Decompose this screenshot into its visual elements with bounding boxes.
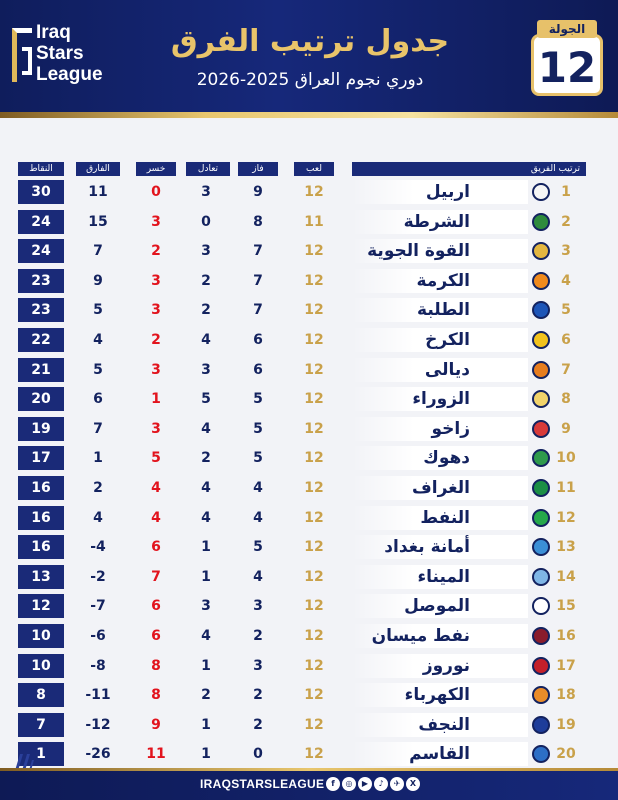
team-cell	[352, 180, 528, 204]
team-cell	[352, 387, 528, 411]
diff-cell: 2	[93, 480, 103, 496]
table-row	[0, 180, 618, 208]
team-name: ديالى	[424, 359, 470, 380]
team-badge-icon	[532, 597, 550, 615]
table-row	[0, 269, 618, 297]
diff-cell: 7	[93, 420, 103, 437]
played-cell: 12	[304, 539, 324, 556]
team-badge-icon	[532, 301, 550, 319]
diff-cell: -4	[90, 539, 106, 556]
lost-cell: 3	[151, 420, 161, 437]
x-icon[interactable]: X	[406, 777, 420, 791]
diff-cell: 4	[93, 332, 103, 348]
table-row	[0, 446, 618, 474]
rank-cell: 3	[561, 243, 571, 260]
points-cell: 13	[18, 565, 64, 589]
team-cell	[352, 269, 528, 293]
rank-cell: 5	[561, 302, 571, 319]
played-cell: 12	[304, 450, 324, 467]
played-cell: 12	[304, 746, 324, 763]
drawn-cell: 2	[201, 450, 211, 467]
lost-cell: 2	[151, 332, 161, 348]
lost-cell: 6	[151, 598, 161, 615]
drawn-cell: 4	[201, 628, 211, 644]
table-row	[0, 654, 618, 682]
diff-cell: 11	[88, 184, 108, 200]
won-cell: 2	[253, 716, 263, 733]
played-cell: 12	[304, 361, 324, 378]
diff-cell: -6	[90, 628, 106, 644]
team-name: الكرمة	[416, 270, 470, 291]
won-cell: 2	[253, 687, 263, 704]
team-name: الكرخ	[425, 330, 470, 350]
team-name: النجف	[418, 714, 470, 735]
team-name: اربيل	[425, 182, 470, 202]
team-cell	[352, 476, 528, 500]
drawn-cell: 3	[201, 184, 211, 200]
drawn-cell: 1	[201, 568, 211, 585]
lost-cell: 6	[151, 539, 161, 556]
team-cell	[352, 654, 528, 678]
lost-cell: 3	[151, 272, 161, 289]
points-cell: 24	[18, 239, 64, 263]
played-cell: 12	[304, 687, 324, 704]
drawn-cell: 5	[201, 391, 211, 408]
team-badge-icon	[532, 213, 550, 231]
team-name: الطلبة	[417, 300, 470, 321]
round-label: الجولة	[537, 20, 597, 38]
team-cell	[352, 239, 528, 263]
team-badge-icon	[532, 390, 550, 408]
table-row	[0, 328, 618, 356]
points-cell: 22	[18, 328, 64, 352]
team-name: الموصل	[404, 596, 470, 617]
played-cell: 12	[304, 480, 324, 496]
won-cell: 6	[253, 361, 263, 378]
points-cell: 21	[18, 358, 64, 382]
won-cell: 4	[253, 480, 263, 496]
diff-cell: -7	[90, 598, 106, 615]
team-cell	[352, 535, 528, 559]
lost-cell: 3	[151, 361, 161, 378]
rank-cell: 14	[556, 568, 576, 585]
lost-cell: 8	[151, 657, 161, 674]
rank-cell: 8	[561, 391, 571, 408]
header-banner	[0, 0, 618, 118]
won-cell: 5	[253, 539, 263, 556]
rank-cell: 19	[556, 716, 576, 733]
drawn-cell: 4	[201, 420, 211, 437]
team-name: النفط	[420, 507, 470, 528]
diff-cell: 6	[93, 391, 103, 408]
won-cell: 7	[253, 272, 263, 289]
drawn-cell: 1	[201, 539, 211, 556]
team-name: زاخو	[431, 418, 470, 439]
team-badge-icon	[532, 272, 550, 290]
col-diff: الفارق	[76, 162, 120, 176]
drawn-cell: 4	[201, 509, 211, 526]
played-cell: 12	[304, 302, 324, 319]
diff-cell: -2	[90, 568, 106, 585]
team-name: الكهرباء	[404, 685, 470, 706]
points-cell: 16	[18, 476, 64, 500]
team-cell	[352, 594, 528, 618]
points-cell: 10	[18, 654, 64, 678]
diff-cell: 9	[93, 272, 103, 289]
lost-cell: 1	[151, 391, 161, 408]
team-cell	[352, 565, 528, 589]
team-cell	[352, 328, 528, 352]
played-cell: 12	[304, 568, 324, 585]
team-badge-icon	[532, 479, 550, 497]
team-cell	[352, 624, 528, 648]
rank-cell: 13	[556, 539, 576, 556]
table-row	[0, 713, 618, 741]
drawn-cell: 3	[201, 361, 211, 378]
col-points: النقاط	[18, 162, 64, 176]
drawn-cell: 1	[201, 716, 211, 733]
lost-cell: 0	[151, 184, 161, 200]
diff-cell: -11	[85, 687, 111, 704]
lost-cell: 3	[151, 213, 161, 230]
league-logo-mark-icon	[12, 28, 32, 82]
rank-cell: 2	[561, 213, 571, 230]
points-cell: 30	[18, 180, 64, 204]
rank-cell: 20	[556, 746, 576, 763]
rank-cell: 11	[556, 480, 576, 496]
team-cell	[352, 358, 528, 382]
youtube-icon[interactable]: ▶	[358, 777, 372, 791]
table-row	[0, 594, 618, 622]
team-cell	[352, 210, 528, 234]
rank-cell: 4	[561, 272, 571, 289]
lost-cell: 9	[151, 716, 161, 733]
table-row	[0, 417, 618, 445]
diff-cell: -12	[85, 716, 111, 733]
team-badge-icon	[532, 509, 550, 527]
instagram-icon[interactable]: ◎	[342, 777, 356, 791]
points-cell: 17	[18, 446, 64, 470]
rank-cell: 6	[561, 332, 571, 348]
social-handle[interactable]: IRAQSTARSLEAGUE	[200, 777, 325, 791]
won-cell: 6	[253, 332, 263, 348]
played-cell: 12	[304, 332, 324, 348]
won-cell: 3	[253, 598, 263, 615]
logo-line-2: Stars	[36, 43, 84, 64]
won-cell: 9	[253, 184, 263, 200]
team-cell	[352, 446, 528, 470]
team-name: الشرطة	[403, 211, 470, 232]
page-subtitle: دوري نجوم العراق 2025-2026	[196, 70, 424, 90]
col-lost: خسر	[136, 162, 176, 176]
team-badge-icon	[532, 242, 550, 260]
table-row	[0, 387, 618, 415]
col-rank-team: ترتيب الفريق	[352, 162, 586, 176]
team-badge-icon	[532, 361, 550, 379]
table-row	[0, 506, 618, 534]
rank-cell: 12	[556, 509, 576, 526]
drawn-cell: 3	[201, 243, 211, 260]
page-title: جدول ترتيب الفرق	[170, 24, 450, 59]
team-cell	[352, 298, 528, 322]
table-row	[0, 565, 618, 593]
team-badge-icon	[532, 331, 550, 349]
table-row	[0, 476, 618, 504]
team-name: الزوراء	[412, 389, 470, 410]
played-cell: 12	[304, 420, 324, 437]
lost-cell: 2	[151, 243, 161, 260]
team-name: القاسم	[409, 744, 470, 765]
table-row	[0, 298, 618, 326]
team-cell	[352, 713, 528, 737]
played-cell: 12	[304, 628, 324, 644]
rank-cell: 9	[561, 420, 571, 437]
lost-cell: 6	[151, 628, 161, 644]
drawn-cell: 3	[201, 598, 211, 615]
won-cell: 5	[253, 450, 263, 467]
team-cell	[352, 742, 528, 766]
rank-cell: 7	[561, 361, 571, 378]
played-cell: 12	[304, 509, 324, 526]
points-cell: 8	[18, 683, 64, 707]
team-cell	[352, 417, 528, 441]
diff-cell: -8	[90, 657, 106, 674]
round-number: 12	[531, 34, 603, 96]
team-badge-icon	[532, 449, 550, 467]
rank-cell: 17	[556, 657, 576, 674]
drawn-cell: 1	[201, 657, 211, 674]
points-cell: 12	[18, 594, 64, 618]
points-cell: 24	[18, 210, 64, 234]
points-cell: 7	[18, 713, 64, 737]
team-badge-icon	[532, 183, 550, 201]
points-cell: 16	[18, 535, 64, 559]
team-cell	[352, 506, 528, 530]
points-cell: 23	[18, 298, 64, 322]
facebook-icon[interactable]: f	[326, 777, 340, 791]
table-row	[0, 683, 618, 711]
footer-bar	[0, 768, 618, 800]
played-cell: 12	[304, 391, 324, 408]
rank-cell: 1	[561, 184, 571, 200]
rank-cell: 15	[556, 598, 576, 615]
team-name: نوروز	[422, 655, 470, 676]
points-cell: 1	[18, 742, 64, 766]
team-badge-icon	[532, 568, 550, 586]
points-cell: 10	[18, 624, 64, 648]
won-cell: 5	[253, 391, 263, 408]
lost-cell: 7	[151, 568, 161, 585]
team-name: أمانة بغداد	[384, 537, 470, 558]
team-badge-icon	[532, 627, 550, 645]
played-cell: 12	[304, 657, 324, 674]
points-cell: 16	[18, 506, 64, 530]
played-cell: 12	[304, 716, 324, 733]
won-cell: 0	[253, 746, 263, 763]
tiktok-icon[interactable]: ♪	[374, 777, 388, 791]
table-row	[0, 742, 618, 770]
rank-cell: 10	[556, 450, 576, 467]
drawn-cell: 2	[201, 302, 211, 319]
won-cell: 7	[253, 302, 263, 319]
team-badge-icon	[532, 657, 550, 675]
lost-cell: 3	[151, 302, 161, 319]
diff-cell: 1	[93, 450, 103, 467]
lost-cell: 11	[146, 746, 166, 763]
diff-cell: 4	[93, 509, 103, 526]
diff-cell: 15	[88, 213, 108, 230]
won-cell: 4	[253, 568, 263, 585]
telegram-icon[interactable]: ✈	[390, 777, 404, 791]
played-cell: 12	[304, 243, 324, 260]
drawn-cell: 1	[201, 746, 211, 763]
won-cell: 8	[253, 213, 263, 230]
drawn-cell: 2	[201, 687, 211, 704]
logo-line-1: Iraq	[36, 22, 71, 43]
team-name: دهوك	[423, 448, 470, 469]
drawn-cell: 4	[201, 332, 211, 348]
drawn-cell: 0	[201, 213, 211, 230]
team-badge-icon	[532, 420, 550, 438]
lost-cell: 5	[151, 450, 161, 467]
team-name: القوة الجوية	[367, 241, 470, 262]
diff-cell: 7	[93, 243, 103, 260]
team-name: الميناء	[417, 566, 470, 587]
rank-cell: 16	[556, 628, 576, 644]
col-played: لعب	[294, 162, 334, 176]
league-logo	[12, 22, 134, 92]
played-cell: 12	[304, 598, 324, 615]
points-cell: 23	[18, 269, 64, 293]
diff-cell: 5	[93, 302, 103, 319]
lost-cell: 8	[151, 687, 161, 704]
team-badge-icon	[532, 745, 550, 763]
lost-cell: 4	[151, 480, 161, 496]
played-cell: 11	[304, 213, 324, 230]
won-cell: 7	[253, 243, 263, 260]
table-row	[0, 239, 618, 267]
lost-cell: 4	[151, 509, 161, 526]
points-cell: 19	[18, 417, 64, 441]
team-name: الغراف	[412, 478, 470, 498]
table-row	[0, 210, 618, 238]
won-cell: 4	[253, 509, 263, 526]
won-cell: 3	[253, 657, 263, 674]
logo-line-3: League	[36, 64, 103, 85]
drawn-cell: 2	[201, 272, 211, 289]
points-cell: 20	[18, 387, 64, 411]
team-name: نفط ميسان	[371, 626, 470, 646]
rank-cell: 18	[556, 687, 576, 704]
team-badge-icon	[532, 538, 550, 556]
table-row	[0, 358, 618, 386]
diff-cell: -26	[85, 746, 111, 763]
drawn-cell: 4	[201, 480, 211, 496]
diff-cell: 5	[93, 361, 103, 378]
won-cell: 2	[253, 628, 263, 644]
team-badge-icon	[532, 686, 550, 704]
team-cell	[352, 683, 528, 707]
played-cell: 12	[304, 272, 324, 289]
table-row	[0, 624, 618, 652]
col-drawn: تعادل	[186, 162, 230, 176]
col-won: فاز	[238, 162, 278, 176]
won-cell: 5	[253, 420, 263, 437]
played-cell: 12	[304, 184, 324, 200]
round-indicator	[531, 20, 603, 98]
team-badge-icon	[532, 716, 550, 734]
table-row	[0, 535, 618, 563]
